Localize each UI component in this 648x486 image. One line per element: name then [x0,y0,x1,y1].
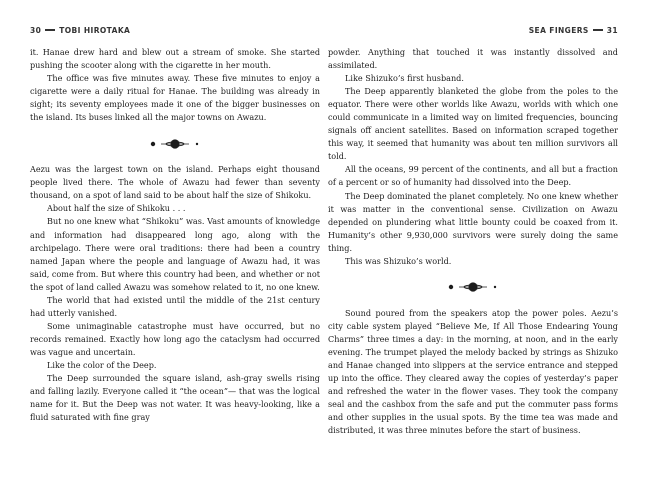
left-page-number: 30 [30,26,42,35]
paragraph: About half the size of Shikoku . . . [47,203,186,214]
paragraph: The world that had existed until the middle of the 21st century had utterly vanished. [30,294,320,318]
header-rule [45,29,55,31]
section-break [328,268,618,307]
right-page [328,0,618,486]
paragraph: The Deep dominated the planet completely. No one knew whether it was matter in the conventional sense. Civilization on Awazu depended on plundering what little bounty could be coaxed from it. Humanity’s other 9,930,000 survivors were surely doing the same thing. [328,190,618,253]
left-page-text [30,46,320,424]
paragraph: Sound poured from the speakers atop the power poles. Aezu’s city cable system played “Believe Me, If All Those Endearing Young Charms” three times a day: in the morning, at noon, and in the early evening. The trumpet played the melody backed by strings as Shizuko and Hanae changed into slippers at the service entrance and stepped up into the office. They cleared away the copies of yesterday’s paper and refreshed the water in the flower vases. They took the company seal and the cashbox from the safe and put the commuter pass forms and other supplies in the usual spots. By the time tea was made and distributed, it was three minutes before the start of business. [328,307,618,436]
left-page [30,0,320,486]
paragraph: Like Shizuko’s first husband. [345,73,464,84]
right-page-text [328,46,618,437]
planet-ornament-icon [149,138,201,150]
right-running-header [328,26,618,38]
section-break [30,124,320,163]
paragraph: The Deep apparently blanketed the globe from the poles to the equator. There were other worlds like Awazu, worlds with which one could communicate in a limited way on limited frequencies, bouncing signals off ancient satellites. Based on information scraped together this way, it seemed that humanity was about ten million survivors all told. [328,86,618,162]
paragraph: The office was five minutes away. These five minutes to enjoy a cigarette were a daily ritual for Hanae. The building was already in sight; its seventy employees made it one of the bigger businesses on the island. Its buses linked all the major towns on Awazu. [30,73,320,123]
paragraph: The Deep surrounded the square island, ash-gray swells rising and falling lazily. Everyone called it “the ocean”— that was the logical name for it. But the Deep was not water. It was heavy-looking, like a fluid saturated with fine gray [30,373,320,423]
paragraph: All the oceans, 99 percent of the continents, and all but a fraction of a percent or so of humanity had dissolved into the Deep. [328,164,618,188]
paragraph: Aezu was the largest town on the island. Perhaps eight thousand people lived there. The whole of Awazu had fewer than seventy thousand, on a spot of land said to be about half the size of Shikoku. [30,164,320,201]
right-page-number: 31 [606,26,618,35]
planet-ornament-icon [447,281,499,293]
right-running-head: SEA FINGERS [528,26,589,35]
left-running-header [30,26,320,38]
paragraph: powder. Anything that touched it was instantly dissolved and assimilated. [328,47,618,71]
header-rule [593,29,603,31]
paragraph: Like the color of the Deep. [47,359,157,370]
paragraph: Some unimaginable catastrophe must have occurred, but no records remained. Exactly how long ago the cataclysm had occurred was vague and uncertain. [30,320,320,357]
left-running-head: TOBI HIROTAKA [59,26,131,35]
paragraph: This was Shizuko’s world. [345,255,452,266]
paragraph: But no one knew what “Shikoku” was. Vast amounts of knowledge and information had disappeared long ago, along with the archipelago. There were oral traditions: there had been a country named Japan where the people and language of Awazu had, it was said, come from. But where this country had been, and whether or not the spot of land called Awazu was somehow related to it, no one knew. [30,216,320,292]
paragraph: it. Hanae drew hard and blew out a stream of smoke. She started pushing the scooter along with the cigarette in her mouth. [30,47,320,71]
